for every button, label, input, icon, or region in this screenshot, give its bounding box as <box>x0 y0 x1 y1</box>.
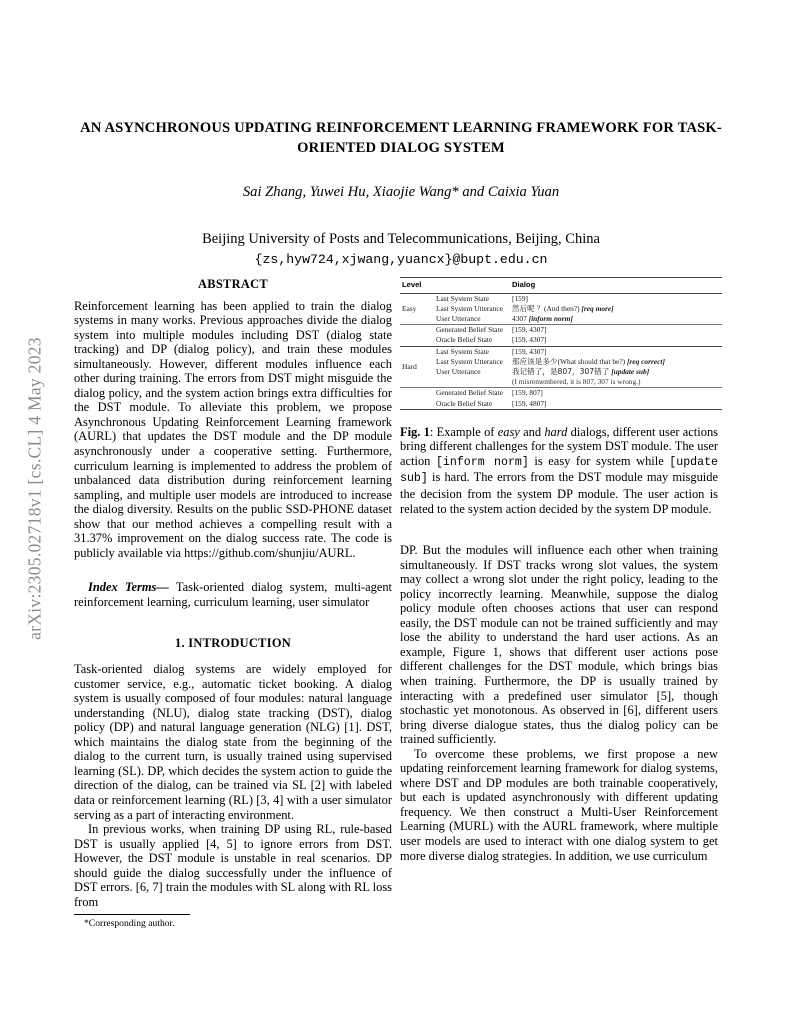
table-row <box>400 399 722 410</box>
level-hard: Hard <box>402 361 417 371</box>
dialog-act: [req more] <box>581 303 614 313</box>
dialog-act: [update sub] <box>611 366 650 376</box>
table-header-row <box>400 278 722 294</box>
title-block <box>78 118 724 269</box>
field-label: Last System State <box>436 293 489 303</box>
gloss-text: (I misremembered, it is 807, 307 is wrong.) <box>512 377 641 387</box>
table-bottom-rule <box>400 409 722 412</box>
table-row <box>400 304 722 314</box>
caption-easy: easy <box>497 424 520 439</box>
right-column <box>400 277 718 863</box>
chinese-text: 我记错了，是807，307错了 <box>512 366 610 376</box>
caption-seg-3: dialogs, different user actions bring different challenges for the system DST module. The user action <box>400 424 718 468</box>
right-paragraph-2: To overcome these problems, we first propose a new updating reinforcement learning framework for dialog systems, where DST and DP modules are both trainable cooperatively, but each is updated asynchronously with different updating frequency. We then construct a Multi-User Reinforcement Learning (MURL) with the AURL framework, where multiple user models are used to interact with one dialog system to get more diverse dialog strategies. In addition, we use curriculum <box>400 746 718 863</box>
intro-heading: 1. INTRODUCTION <box>174 636 292 651</box>
table-row <box>400 335 722 346</box>
field-label: Oracle Belief State <box>436 335 493 345</box>
figure-1-table <box>400 277 722 412</box>
abstract-text: Reinforcement learning has been applied to train the dialog systems in many works. Previous approaches divide the dialog system into multiple modules including DST (dialog state tracking) and DP (dialog policy), and train these modules simultaneously. However, different modules influence each other during training. The errors from DST might misguide the dialog policy, and the system action brings extra difficulties for the DST module. To alleviate this problem, we propose Asynchronous Updating Reinforcement Learning framework (AURL) that updates the DST module and the DP module asynchronously under a cooperative setting. Furthermore, curriculum learning is implemented to address the problem of unbalanced data distribution during reinforcement learning sampling, and multiple user models are introduced to increase the dialog diversity. Results on the public SSD-PHONE dataset show that our method achieves a compelling result with a 31.37% improvement on the dialog success rate. The code is publicly available via https://github.com/shunjiu/AURL. <box>74 298 392 560</box>
dialog-act: [req correct] <box>626 356 665 366</box>
affiliation: Beijing University of Posts and Telecommunications, Beijing, China <box>202 231 600 247</box>
field-label: Last System Utterance <box>436 303 503 313</box>
field-label: Oracle Belief State <box>436 398 493 408</box>
level-easy: Easy <box>402 303 417 313</box>
index-terms <box>74 580 392 609</box>
index-terms-label: Index Terms— <box>88 580 169 595</box>
table-row <box>400 367 722 388</box>
caption-seg-1: : Example of <box>429 424 498 439</box>
caption-seg-4: is easy for system while <box>528 453 670 468</box>
table-header-blank <box>436 278 512 294</box>
chinese-text: 那应该是多少 <box>512 356 558 366</box>
field-label: Generated Belief State <box>436 388 512 399</box>
field-value <box>512 357 722 367</box>
field-value: [159, 4307] <box>512 335 547 345</box>
field-label: Last System Utterance <box>436 356 503 366</box>
field-label: Last System State <box>436 346 489 356</box>
index-terms-text: Task-oriented dialog system, multi-agent reinforcement learning, curriculum learning, user simulator <box>74 580 393 609</box>
table-row <box>400 293 722 304</box>
footnote-text: *Corresponding author. <box>84 918 175 929</box>
caption-seg-5: is hard. The errors from the DST module may misguide the decision from the system DP module. The user action is related to the system action decided by the system DP module. <box>400 470 718 516</box>
table-header-dialog: Dialog <box>512 280 536 289</box>
arxiv-stamp: arXiv:2305.02718v1 [cs.CL] 4 May 2023 <box>24 337 45 640</box>
field-value: [159, 4307] <box>512 346 547 356</box>
field-value: [159, 4307] <box>512 325 722 336</box>
caption-seg-2: and <box>519 424 545 439</box>
utterance-text: 4307 <box>512 313 527 323</box>
table-row <box>400 357 722 367</box>
author-list: Sai Zhang, Yuwei Hu, Xiaojie Wang* and Caixia Yuan <box>242 184 560 200</box>
dialog-act: [inform norm] <box>528 313 573 323</box>
email-line: {zs,hyw724,xjwang,yuancx}@bupt.edu.cn <box>254 252 548 267</box>
field-value <box>512 304 722 314</box>
table-row <box>400 314 722 325</box>
footnote-block <box>74 914 392 929</box>
field-label: User Utterance <box>436 366 481 376</box>
figure-caption <box>400 425 718 516</box>
field-value <box>512 314 722 325</box>
table-header-level: Level <box>402 280 422 289</box>
intro-paragraph-2: In previous works, when training DP using RL, rule-based DST is usually applied [4, 5] to ignore errors from DST. However, the DST module is unstable in real scenarios. DP should guide the dialog successfully under the influence of DST errors. [6, 7] train the modules with SL along with RL loss from <box>74 822 392 909</box>
page-title: AN ASYNCHRONOUS UPDATING REINFORCEMENT LEARNING FRAMEWORK FOR TASK-ORIENTED DIALOG SYSTEM <box>80 120 722 156</box>
left-column <box>74 277 392 909</box>
gloss-text: ？(And then?) <box>536 303 580 313</box>
table-row <box>400 346 722 357</box>
figure-caption-label: Fig. 1 <box>400 424 430 439</box>
caption-hard: hard <box>544 424 568 439</box>
field-value: [159, 807] <box>512 388 722 399</box>
chinese-text: 然后呢 <box>512 303 535 313</box>
gloss-text: (What should that be?) <box>557 356 626 366</box>
field-label: User Utterance <box>436 313 481 323</box>
table-row <box>400 388 722 399</box>
abstract-heading: ABSTRACT <box>198 277 268 291</box>
footnote-rule <box>74 914 190 915</box>
field-label: Generated Belief State <box>436 325 512 336</box>
caption-code-inform-norm: [inform norm] <box>435 455 529 469</box>
table-row <box>400 325 722 336</box>
right-paragraph-1: DP. But the modules will influence each other when training simultaneously. If DST tracks wrong slot values, the system may collect a wrong slot under the right policy, leading to the policy incorrectly learning. Meanwhile, suppose the dialog policy module often chooses actions that user can respond easily, the DST module can not be trained sufficiently and may lose the ability to understand the hard user actions. As an example, Figure 1, shows that different user actions pose different challenges for the DST module, which brings bias when training. Furthermore, the DP is usually trained by interacting with a predefined user simulator [5], though stochastic yet monotonous. As observed in [6], different users bring diverse dialogue states, thus the dialog policy can be trained sufficiently. <box>400 543 718 747</box>
field-value: [159] <box>512 293 529 303</box>
caption-code-update-sub: [update sub] <box>400 455 718 486</box>
intro-paragraph-1: Task-oriented dialog systems are widely employed for customer service, e.g., automatic ticket booking. A dialog system is usually composed of four modules: natural language understanding (NLU), dialog state tracking (DST), dialog policy (DP) and natural language generation (NLG) [1]. DST, which maintains the dialog state from the beginning of the dialog to the current turn, is usually trained using supervised learning (SL). DP, which decides the system action to guide the direction of the dialog, can be trained via SL [2] with labeled data or reinforcement learning (RL) [3, 4] with a user simulator serving as a part of interacting environment. <box>74 662 392 822</box>
field-value: [159, 4807] <box>512 398 547 408</box>
field-value <box>512 367 722 388</box>
